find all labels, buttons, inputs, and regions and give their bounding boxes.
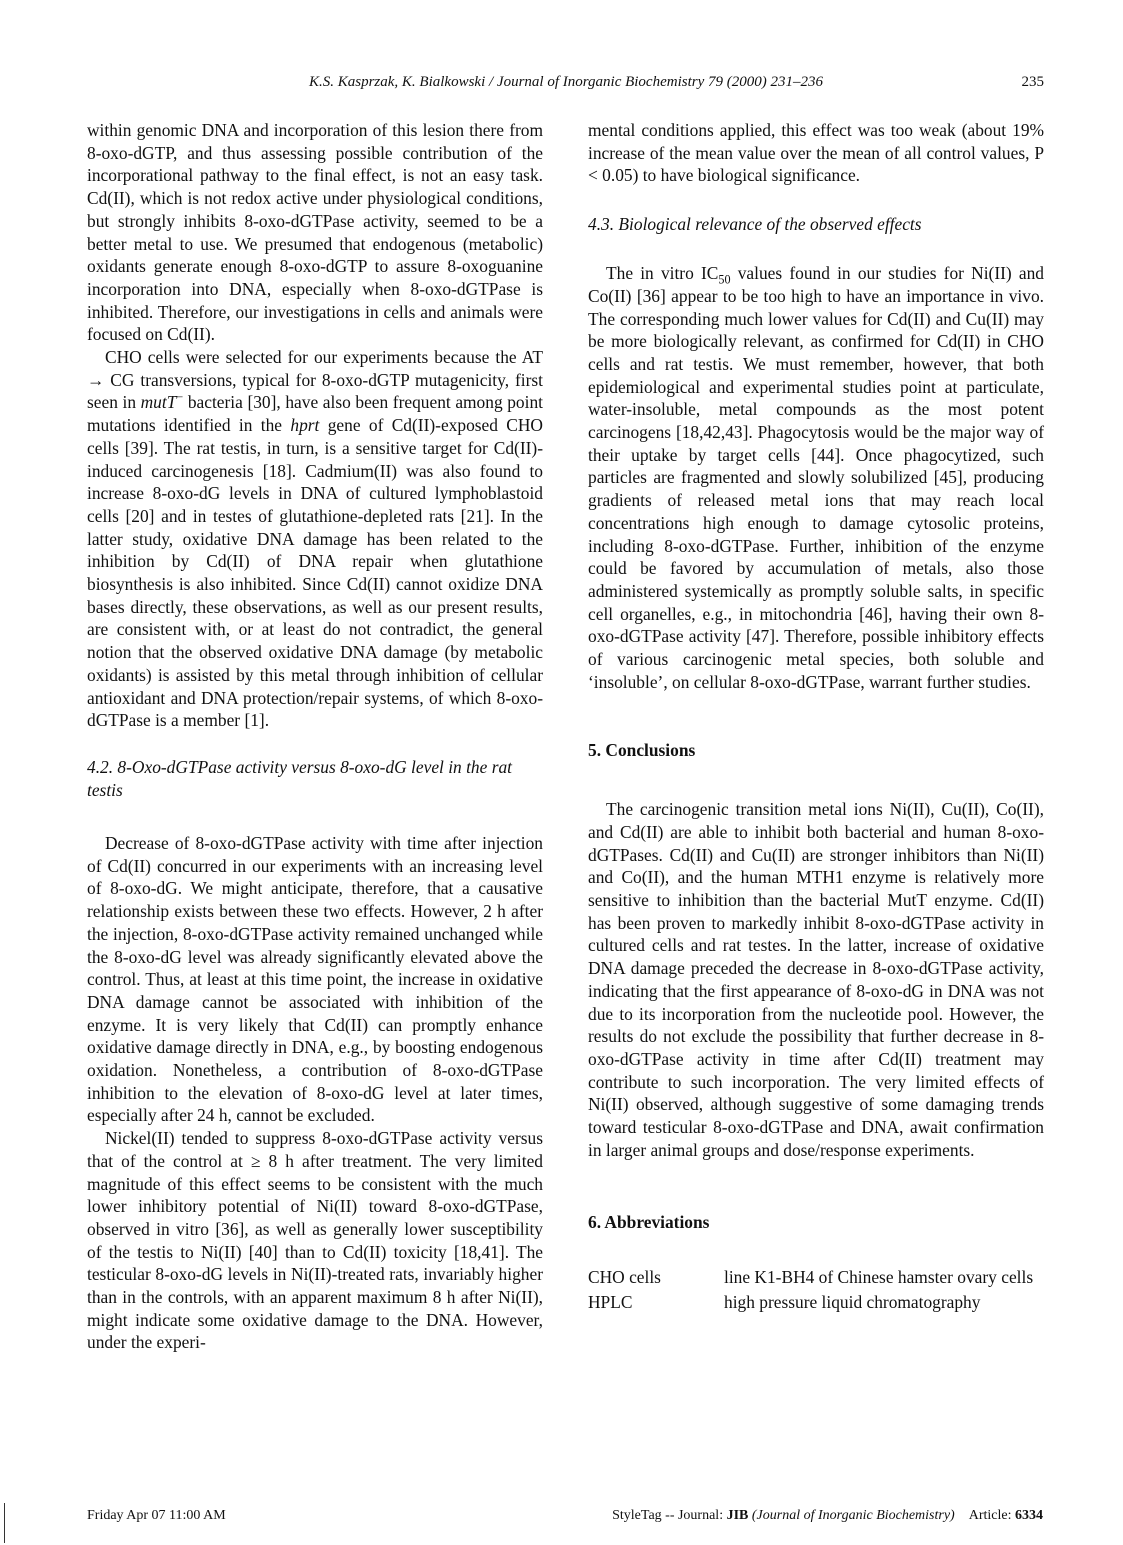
abbreviation-definition: line K1-BH4 of Chinese hamster ovary cells — [724, 1267, 1034, 1288]
footer-article-number: 6334 — [1015, 1508, 1043, 1523]
footer-journal-code: JIB — [726, 1508, 749, 1523]
margin-rule — [4, 1503, 5, 1543]
page-number: 235 — [1021, 74, 1044, 90]
subsection-heading: 4.3. Biological relevance of the observed effects — [588, 214, 922, 235]
gene-name: mutT — [140, 392, 177, 413]
section-heading: 6. Abbreviations — [588, 1212, 710, 1233]
footer-article-label: Article: — [968, 1508, 1015, 1523]
paragraph — [588, 262, 1044, 693]
left-column — [87, 119, 543, 1354]
superscript: − — [176, 390, 184, 405]
text-run: gene of Cd(II)-exposed CHO cells [39]. The rat testis, in turn, is a sensitive target for Cd(II)-induced carcinogenesis [18]. Cadmium(II) was also found to increase 8-oxo-dG levels in DNA of cultured lymphoblastoid cells [20] and in testes of glutathione-depleted rats [21]. In the latter study, oxidative DNA damage has been related to the inhibition by Cd(II) of DNA repair when glutathione biosynthesis is also inhibited. Since Cd(II) cannot oxidize DNA bases directly, these observations, as well as our present results, are consistent with, or at least do not contradict, the general notion that the observed oxidative DNA damage (by metabolic oxidants) is assisted by this metal through inhibition of cellular antioxidant and DNA protection/repair systems, of which 8-oxo-dGTPase is a member [1]. — [87, 415, 543, 731]
paragraph: The carcinogenic transition metal ions Ni(II), Cu(II), Co(II), and Cd(II) are able to inhibit both bacterial and human 8-oxo-dGTPases. Cd(II) and Cu(II) are stronger inhibitors than Ni(II) and Co(II), and the human MTH1 enzyme is relatively more sensitive to inhibition than the bacterial MutT enzyme. Cd(II) has been proven to markedly inhibit 8-oxo-dGTPase activity in cultured cells and rat testes. In the latter, increase of oxidative DNA damage preceded the decrease in 8-oxo-dGTPase activity, indicating that the first appearance of 8-oxo-dG in DNA was not due to its incorporation from the nucleotide pool. However, the results do not exclude the possibility that further decrease in 8-oxo-dGTPase activity in time after Cd(II) treatment may contribute to such incorporation. The very limited effects of Ni(II) observed, although suggestive of some damaging trends toward testicular 8-oxo-dGTPase and DNA, await confirmation in larger animal groups and dose/response experiments. — [588, 799, 1044, 1160]
subscript: 50 — [718, 272, 731, 287]
text-run: bacteria [30], have also been frequent among point mutations identified in the — [87, 392, 543, 436]
subsection-heading: 4.2. 8-Oxo-dGTPase activity versus 8-oxo-dG level in the rat testis — [87, 756, 512, 800]
paragraph: within genomic DNA and incorporation of this lesion there from 8-oxo-dGTP, and thus assessing possible contribution of the incorporational pathway to the final effect, is not an easy task. Cd(II), which is not redox active under physiological conditions, but strongly inhibits 8-oxo-dGTPase activity, seemed to be a better metal to use. We presumed that endogenous (metabolic) oxidants generate enough 8-oxo-dGTP to assure 8-oxoguanine incorporation into DNA, especially when 8-oxo-dGTPase is inhibited. Therefore, our investigations in cells and animals were focused on Cd(II). — [87, 120, 543, 345]
text-run: CHO cells were selected for our experiments because the AT → CG transversions, typical for 8-oxo-dGTP mutagenicity, first seen in — [87, 347, 543, 413]
abbreviation-term: HPLC — [588, 1291, 633, 1312]
abbreviation-row — [588, 1266, 1044, 1289]
paragraph: Decrease of 8-oxo-dGTPase activity with time after injection of Cd(II) concurred in our experiments with an increasing level of 8-oxo-dG. We might anticipate, therefore, that a causative relationship exists between these two effects. However, 2 h after the injection, 8-oxo-dGTPase activity remained unchanged while the 8-oxo-dG level was already significantly elevated above the control. Thus, at least at this time point, the increase in oxidative DNA damage cannot be associated with inhibition of the enzyme. It is very likely that Cd(II) can promptly enhance oxidative damage directly in DNA, e.g., by boosting endogenous oxidation. Nonetheless, a contribution of 8-oxo-dGTPase inhibition to the elevation of 8-oxo-dG level at later times, especially after 24 h, cannot be excluded. — [87, 832, 543, 1126]
paragraph — [87, 346, 543, 732]
paragraph: Nickel(II) tended to suppress 8-oxo-dGTPase activity versus that of the control at ≥ 8 h after treatment. The very limited magnitude of this effect seems to be consistent with the much lower inhibitory potential of Ni(II) toward 8-oxo-dGTPase, observed in vitro [36], as well as generally lower susceptibility of the testis to Ni(II) [40] than to Cd(II) toxicity [18,41]. The testicular 8-oxo-dG levels in Ni(II)-treated rats, invariably higher than in the controls, with an apparent maximum 8 h after Ni(II), might indicate some oxidative damage to the DNA. However, under the experi- — [87, 1128, 543, 1353]
abbreviation-row — [588, 1289, 1044, 1314]
abbreviation-definition: high pressure liquid chromatography — [724, 1291, 981, 1312]
text-run: The in vitro IC — [606, 263, 719, 284]
paragraph: mental conditions applied, this effect was too weak (about 19% increase of the mean value over the mean of all control values, P < 0.05) to have biological significance. — [588, 120, 1044, 186]
text-run: values found in our studies for Ni(II) and Co(II) [36] appear to be too high to have an importance in vivo. The corresponding much lower values for Cd(II) and Cu(II) may be more biologically relevant, as confirmed for Cd(II) in CHO cells and rat testis. We must remember, however, that both epidemiological and experimental studies point at particulate, water-insoluble, metal compounds as the most potent carcinogens [18,42,43]. Phagocytosis would be the major way of their uptake by target cells [44]. Once phagocytized, such particles are fragmented and slowly solubilized [45], producing gradients of released metal ions that may reach local concentrations high enough to damage cytosolic proteins, including 8-oxo-dGTPase. Further, inhibition of the enzyme could be favored by accumulation of metals, also those administered systemically as promptly soluble salts, in specific cell organelles, e.g., in mitochondria [46], having their own 8-oxo-dGTPase activity [47]. Therefore, possible inhibitory effects of various carcinogenic metal species, both soluble and ‘insoluble’, on cellular 8-oxo-dGTPase, warrant further studies. — [588, 263, 1044, 692]
footer-journal-name: (Journal of Inorganic Biochemistry) — [751, 1508, 955, 1523]
journal-citation: K.S. Kasprzak, K. Bialkowski / Journal of Inorganic Biochemistry 79 (2000) 231–236 — [309, 74, 823, 90]
running-head — [88, 74, 1044, 96]
footer-prefix: StyleTag -- Journal: — [612, 1508, 727, 1523]
section-heading: 5. Conclusions — [588, 740, 696, 761]
footer-styletag — [612, 1508, 1043, 1524]
abbreviation-term: CHO cells — [588, 1267, 661, 1288]
footer-timestamp: Friday Apr 07 11:00 AM — [87, 1508, 226, 1523]
gene-name: hprt — [290, 415, 320, 436]
page-footer — [87, 1508, 1043, 1528]
abbreviations-table — [588, 1266, 1044, 1313]
right-column — [588, 119, 1044, 1314]
